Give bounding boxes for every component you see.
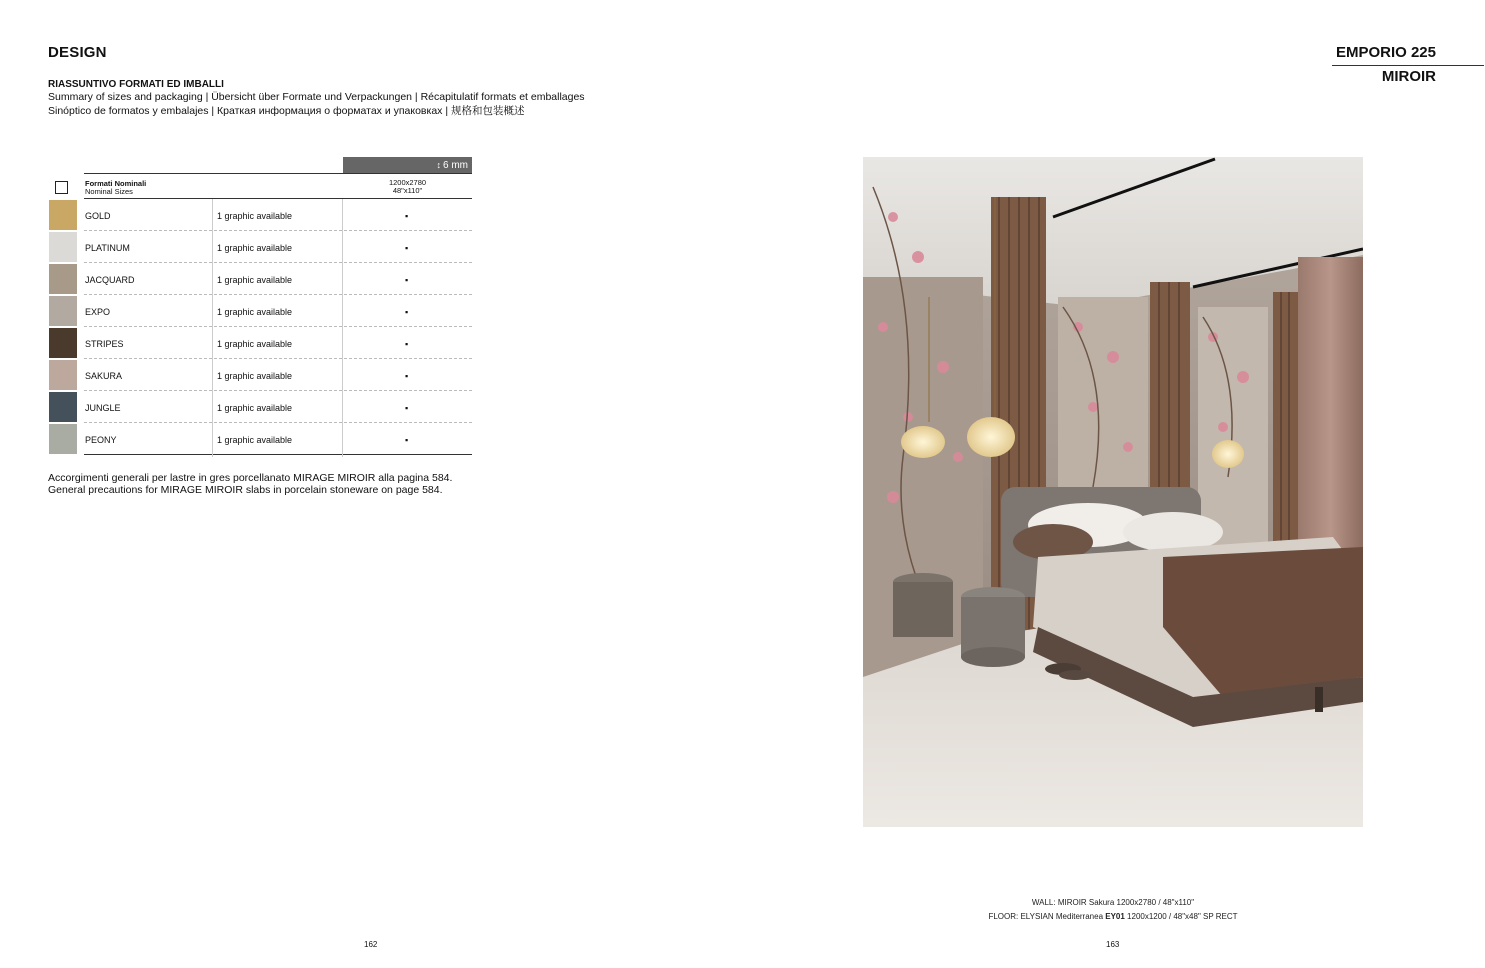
row-name: JUNGLE bbox=[85, 403, 121, 413]
availability-mark: ▪ bbox=[405, 275, 409, 285]
row-desc: 1 graphic available bbox=[217, 275, 293, 285]
row-name: SAKURA bbox=[85, 371, 123, 381]
availability-mark: ▪ bbox=[405, 243, 409, 253]
caption-floor-size: 1200x1200 / 48"x48" SP RECT bbox=[1124, 912, 1238, 921]
table-row bbox=[48, 199, 472, 231]
column-divider bbox=[342, 199, 343, 457]
swatch-stripes bbox=[49, 328, 77, 358]
table-row bbox=[48, 327, 472, 359]
thickness-header bbox=[343, 157, 472, 173]
swatch-jacquard bbox=[49, 264, 77, 294]
summary-subtitle-line-1: Summary of sizes and packaging | Übersicht über Formate und Verpackungen | Récapitulatif formats et emballages bbox=[48, 91, 585, 103]
table-row bbox=[48, 423, 472, 455]
swatch-gold bbox=[49, 200, 77, 230]
row-desc: 1 graphic available bbox=[217, 243, 293, 253]
swatch-sakura bbox=[49, 360, 77, 390]
summary-title: RIASSUNTIVO FORMATI ED IMBALLI bbox=[48, 79, 224, 90]
row-name: STRIPES bbox=[85, 339, 124, 349]
precautions-note-it: Accorgimenti generali per lastre in gres porcellanato MIRAGE MIROIR alla pagina 584. bbox=[48, 472, 453, 484]
section-title: DESIGN bbox=[48, 44, 107, 61]
header-rule bbox=[84, 173, 472, 174]
row-name: PLATINUM bbox=[85, 243, 130, 253]
brand-rule bbox=[1332, 65, 1484, 66]
availability-mark: ▪ bbox=[405, 339, 409, 349]
swatch-expo bbox=[49, 296, 77, 326]
size-imperial: 48"x110" bbox=[392, 186, 423, 195]
availability-mark: ▪ bbox=[405, 371, 409, 381]
availability-mark: ▪ bbox=[405, 403, 409, 413]
swatch-jungle bbox=[49, 392, 77, 422]
size-square-icon bbox=[55, 181, 68, 194]
row-desc: 1 graphic available bbox=[217, 371, 293, 381]
caption-floor-code: EY01 bbox=[1105, 912, 1125, 921]
nominal-sizes-label bbox=[85, 180, 146, 196]
row-desc: 1 graphic available bbox=[217, 339, 293, 349]
availability-mark: ▪ bbox=[405, 211, 409, 221]
summary-subtitle-line-2: Sinóptico de formatos y embalajes | Краткая информация о форматах и упаковках | 规格和包装概述 bbox=[48, 105, 525, 117]
row-name: EXPO bbox=[85, 307, 111, 317]
table-row bbox=[48, 231, 472, 263]
row-divider bbox=[84, 454, 472, 455]
caption-wall: WALL: MIROIR Sakura 1200x2780 / 48"x110" bbox=[1031, 898, 1195, 907]
row-desc: 1 graphic available bbox=[217, 307, 293, 317]
page-number-left: 162 bbox=[364, 940, 378, 949]
caption-floor bbox=[863, 912, 1363, 921]
table-row bbox=[48, 391, 472, 423]
row-desc: 1 graphic available bbox=[217, 435, 293, 445]
page-number-right: 163 bbox=[1106, 940, 1120, 949]
table-row bbox=[48, 295, 472, 327]
row-name: JACQUARD bbox=[85, 275, 135, 285]
availability-mark: ▪ bbox=[405, 435, 409, 445]
nominal-sizes-label-it: Formati Nominali bbox=[85, 179, 147, 188]
size-column-header bbox=[343, 179, 472, 195]
availability-mark: ▪ bbox=[405, 307, 409, 317]
swatch-peony bbox=[49, 424, 77, 454]
column-divider bbox=[212, 199, 213, 457]
swatch-platinum bbox=[49, 232, 77, 262]
row-desc: 1 graphic available bbox=[217, 211, 293, 221]
nominal-sizes-label-en: Nominal Sizes bbox=[85, 187, 133, 196]
row-name: PEONY bbox=[85, 435, 117, 445]
table-row bbox=[48, 359, 472, 391]
caption-floor-text: FLOOR: ELYSIAN Mediterranea bbox=[988, 912, 1106, 921]
brand-title: EMPORIO 225 bbox=[1335, 44, 1436, 61]
row-name: GOLD bbox=[85, 211, 111, 221]
thickness-value: 6 mm bbox=[443, 159, 468, 171]
row-desc: 1 graphic available bbox=[217, 403, 293, 413]
precautions-note-en: General precautions for MIRAGE MIROIR slabs in porcelain stoneware on page 584. bbox=[48, 484, 443, 496]
thickness-arrows-icon: ↕ bbox=[436, 160, 441, 170]
size-metric: 1200x2780 bbox=[388, 178, 427, 187]
collection-title: MIROIR bbox=[1381, 68, 1436, 85]
bedroom-photo bbox=[863, 157, 1363, 827]
table-row bbox=[48, 263, 472, 295]
